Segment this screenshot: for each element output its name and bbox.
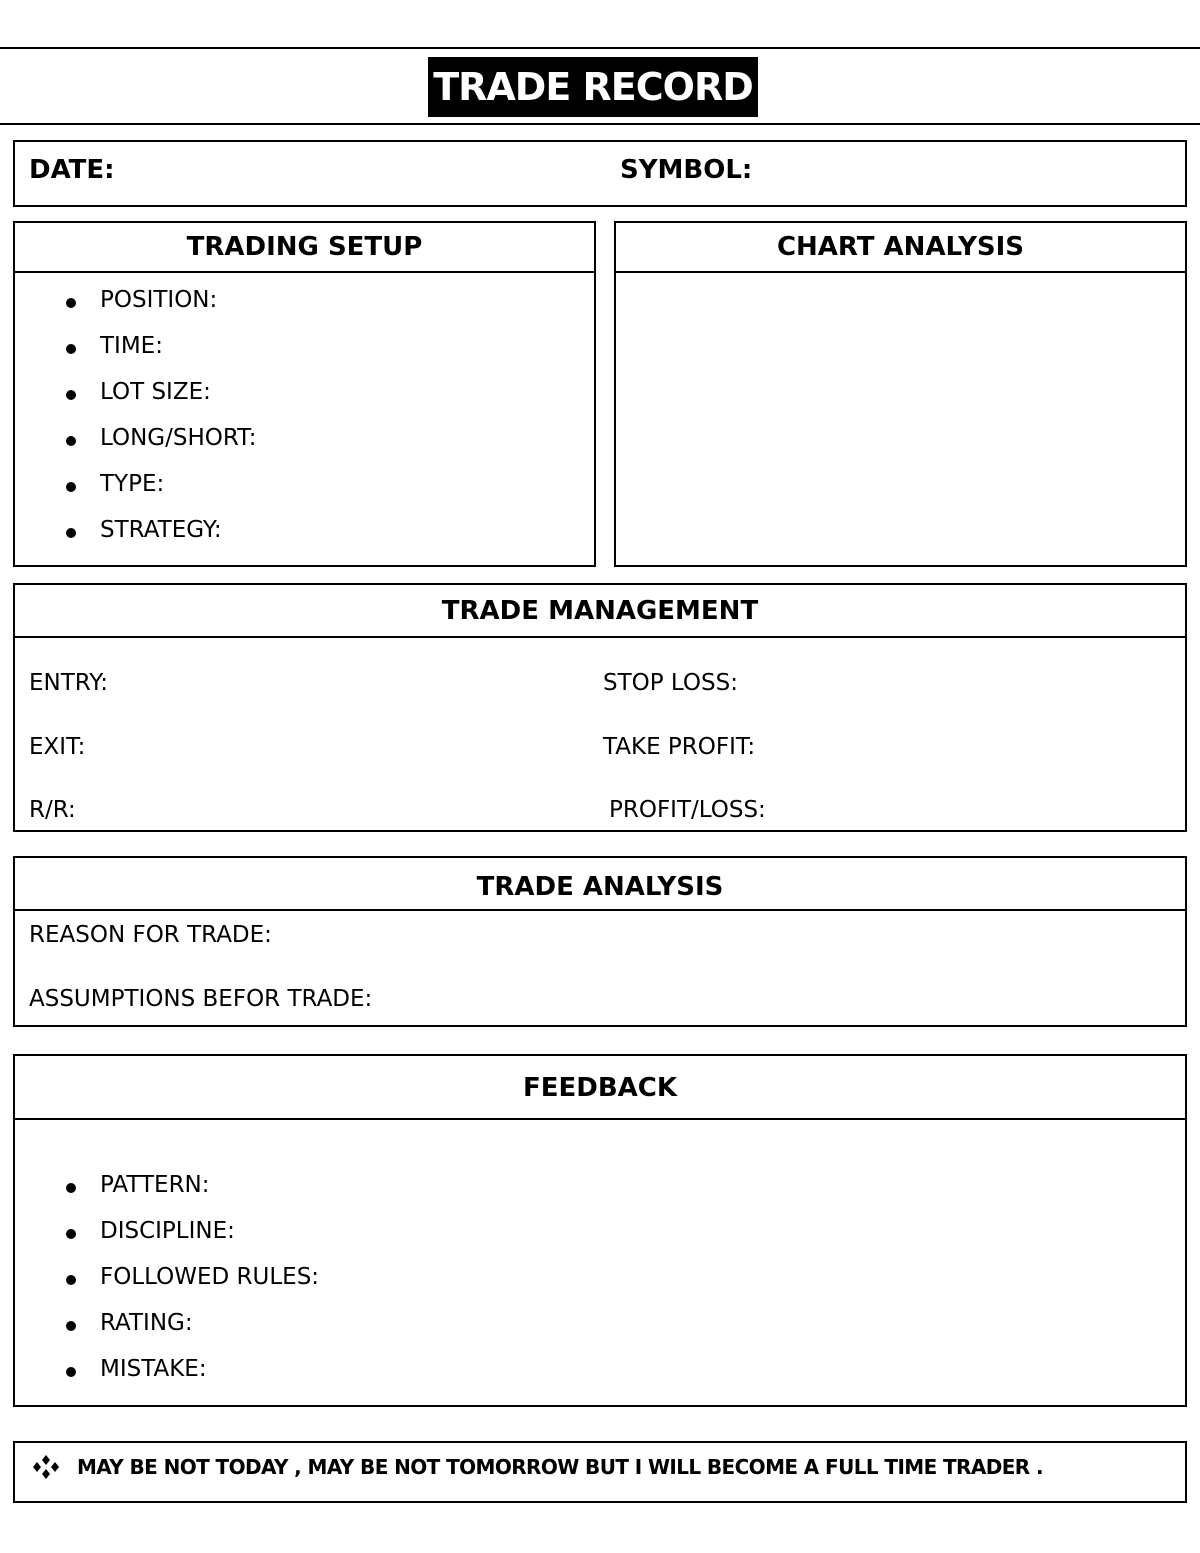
list-item: LONG/SHORT: — [100, 425, 257, 451]
list-item: STRATEGY: — [100, 517, 222, 543]
bullet-icon — [66, 1229, 76, 1239]
page-title: TRADE RECORD — [428, 57, 758, 117]
reason-label: REASON FOR TRADE: — [29, 922, 272, 948]
list-item: TYPE: — [100, 471, 165, 497]
feedback-heading: FEEDBACK — [15, 1056, 1185, 1120]
symbol-label: SYMBOL: — [620, 155, 753, 185]
list-item: DISCIPLINE: — [100, 1218, 235, 1244]
top-rule — [0, 47, 1200, 49]
list-item: POSITION: — [100, 287, 218, 313]
entry-label: ENTRY: — [29, 670, 109, 696]
bullet-icon — [66, 1275, 76, 1285]
profit-loss-label: PROFIT/LOSS: — [609, 797, 766, 823]
stop-loss-label: STOP LOSS: — [603, 670, 738, 696]
exit-label: EXIT: — [29, 734, 86, 760]
list-item: RATING: — [100, 1310, 193, 1336]
bullet-icon — [66, 1367, 76, 1377]
footer-box — [13, 1441, 1187, 1503]
chart-analysis-heading: CHART ANALYSIS — [616, 223, 1185, 273]
date-label: DATE: — [29, 155, 115, 185]
four-diamond-icon — [31, 1454, 61, 1480]
bullet-icon — [66, 298, 76, 308]
rr-label: R/R: — [29, 797, 76, 823]
list-item: FOLLOWED RULES: — [100, 1264, 320, 1290]
list-item: LOT SIZE: — [100, 379, 211, 405]
trading-setup-heading: TRADING SETUP — [15, 223, 594, 273]
bullet-icon — [66, 528, 76, 538]
assumptions-label: ASSUMPTIONS BEFOR TRADE: — [29, 986, 373, 1012]
chart-analysis-box — [614, 221, 1187, 567]
bullet-icon — [66, 482, 76, 492]
bullet-icon — [66, 1321, 76, 1331]
trade-management-box — [13, 583, 1187, 832]
feedback-box — [13, 1054, 1187, 1407]
date-symbol-box — [13, 140, 1187, 207]
take-profit-label: TAKE PROFIT: — [603, 734, 756, 760]
trade-analysis-heading: TRADE ANALYSIS — [15, 858, 1185, 911]
bullet-icon — [66, 390, 76, 400]
list-item: MISTAKE: — [100, 1356, 207, 1382]
bullet-icon — [66, 1183, 76, 1193]
list-item: TIME: — [100, 333, 163, 359]
trade-analysis-box — [13, 856, 1187, 1027]
trading-setup-box — [13, 221, 596, 567]
list-item: PATTERN: — [100, 1172, 210, 1198]
bullet-icon — [66, 436, 76, 446]
bullet-icon — [66, 344, 76, 354]
trade-management-heading: TRADE MANAGEMENT — [15, 585, 1185, 638]
title-rule — [0, 123, 1200, 125]
footer-motto: MAY BE NOT TODAY , MAY BE NOT TOMORROW BUT I WILL BECOME A FULL TIME TRADER . — [77, 1455, 1043, 1479]
